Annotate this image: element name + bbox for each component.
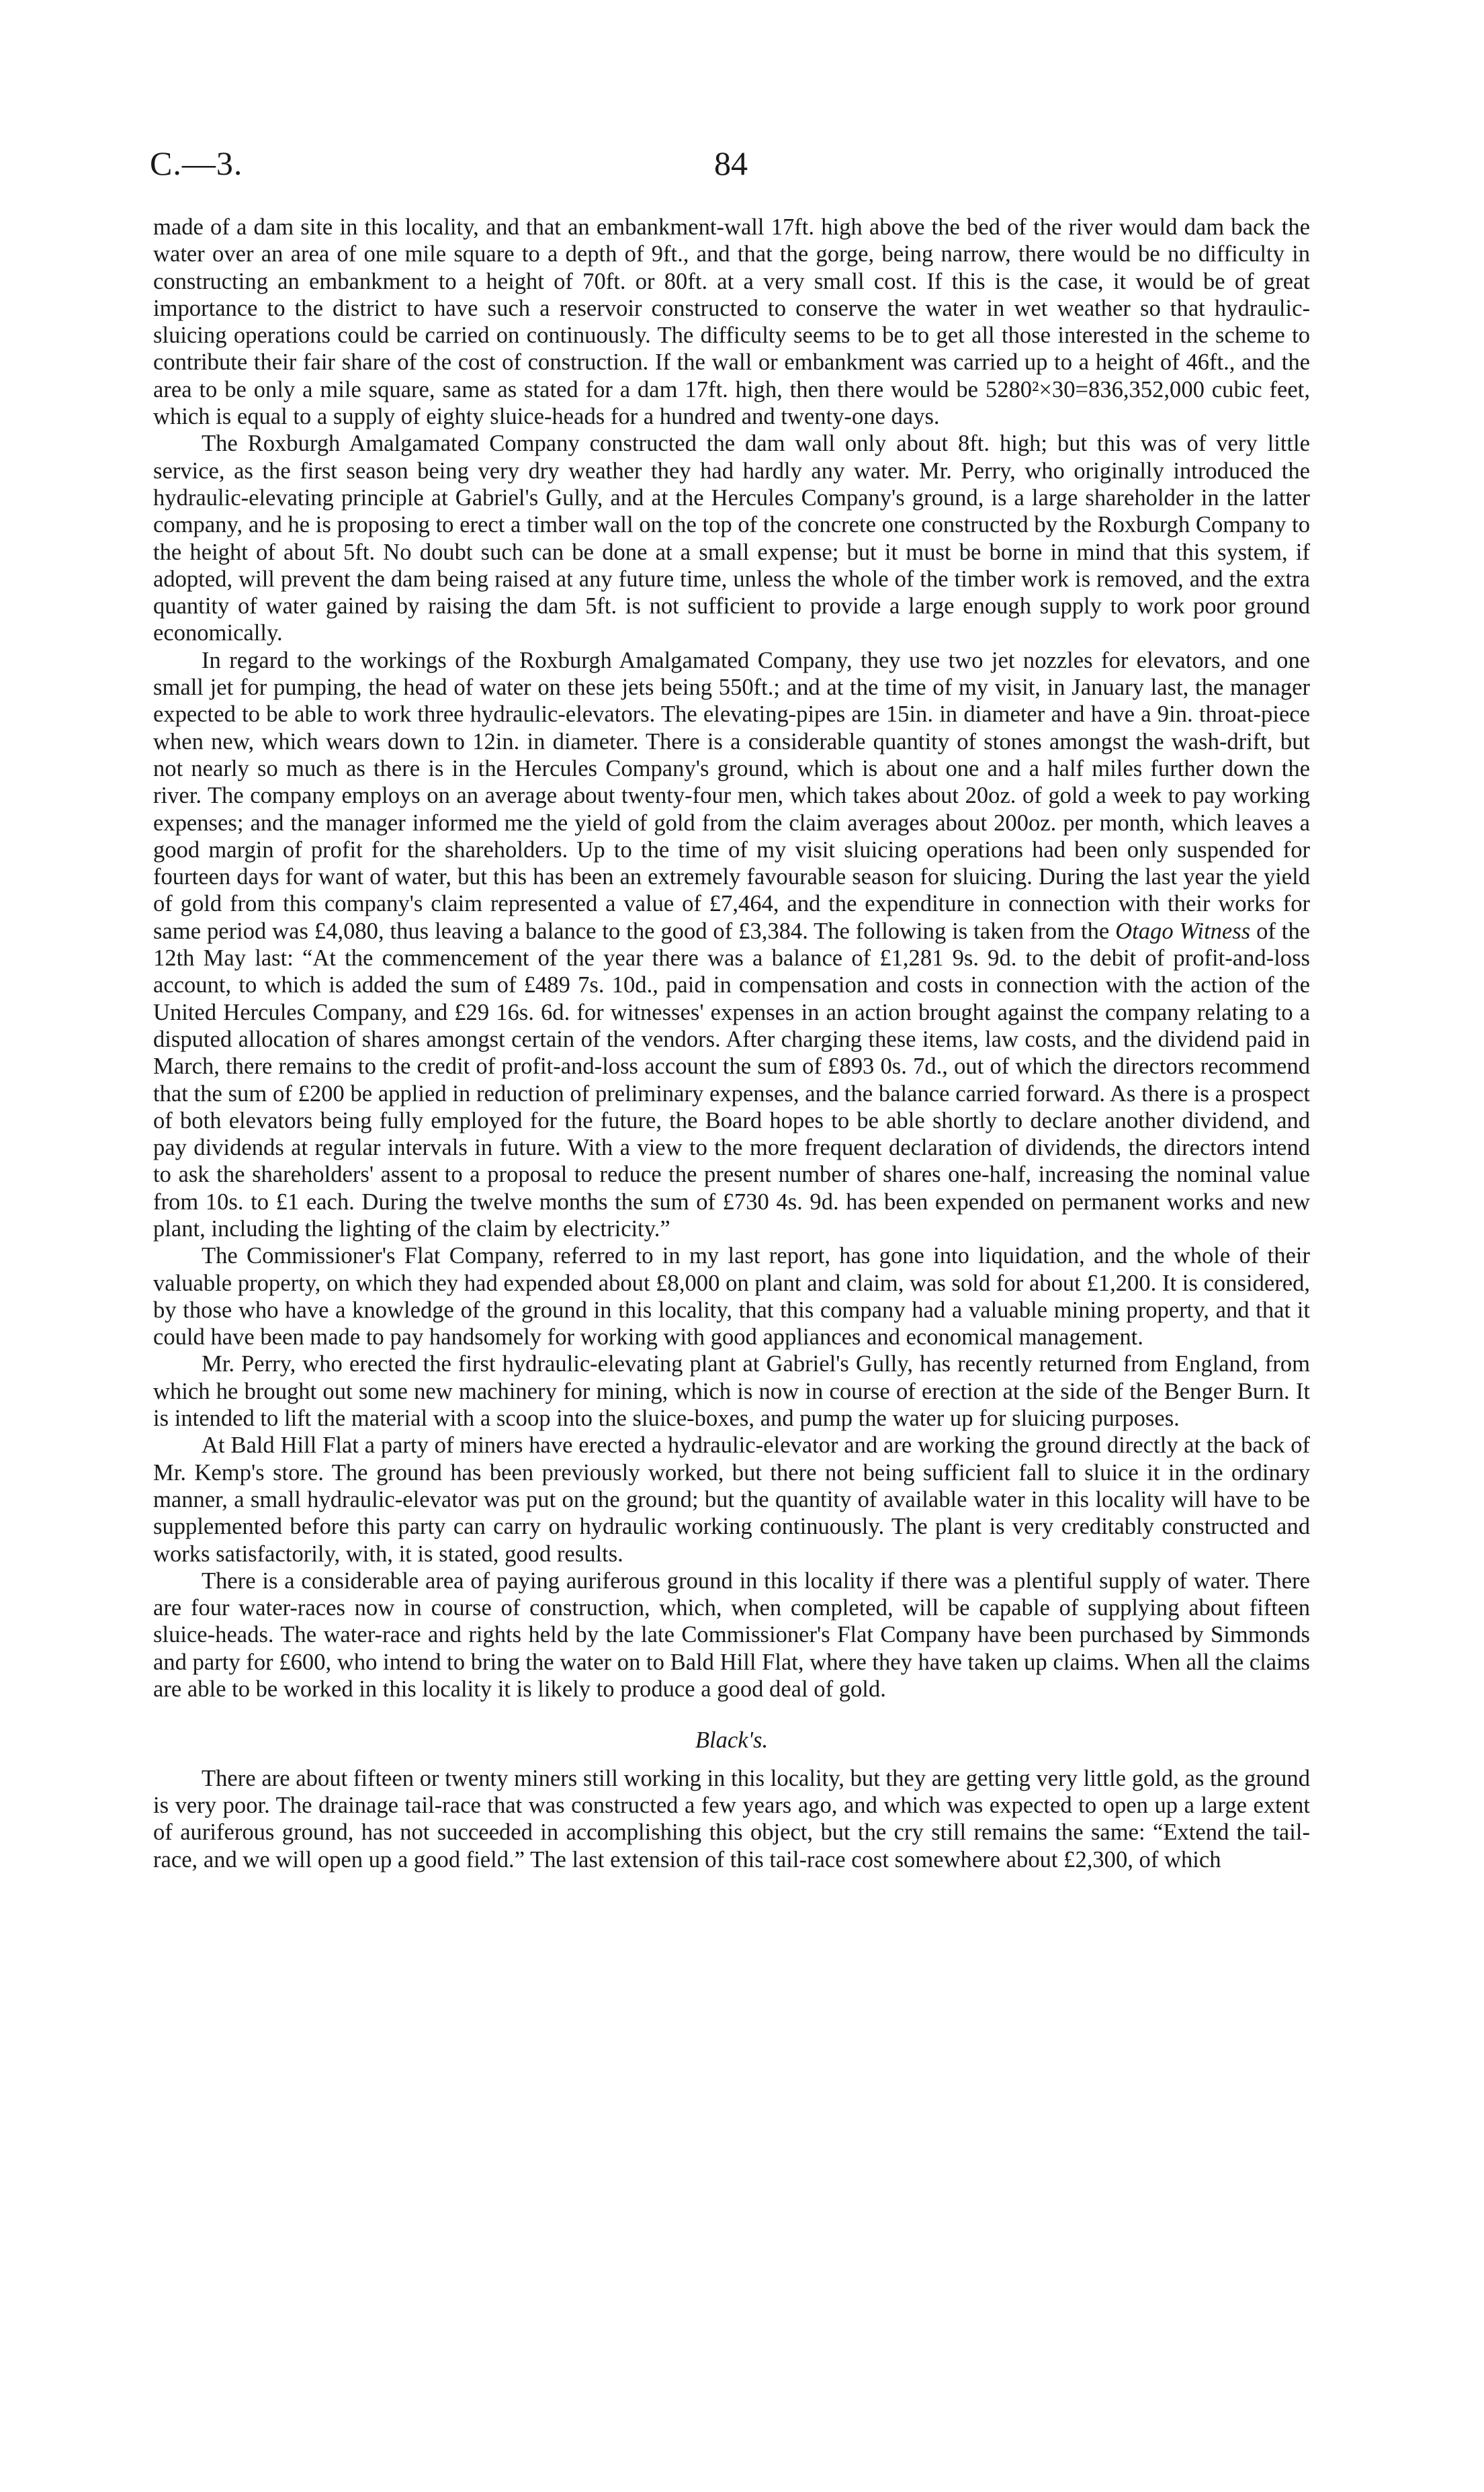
paragraph-dam-site: made of a dam site in this locality, and that an embankment-wall 17ft. high above the bed of the river would dam back the water over an area of one mile square to a depth of 9ft., and that the gorge, being narrow, there would be no difficulty in constructing an embankment to a height of 70ft. or 80ft. at a very small cost. If this is the case, it would be of great importance to the district to have such a reservoir constructed to conserve the water in wet weather so that hydraulic-sluicing operations could be carried on continuously. The difficulty seems to be to get all those interested in the scheme to contribute their fair share of the cost of construction. If the wall or embankment was carried up to a height of 46ft., and the area to be only a mile square, same as stated for a dam 17ft. high, then there would be 5280²×30=836,352,000 cubic feet, which is equal to a supply of eighty sluice-heads for a hundred and twenty-one days. bbox=[153, 214, 1310, 430]
paragraph-roxburgh-dam: The Roxburgh Amalgamated Company constructed the dam wall only about 8ft. high; but this was of very little service, as the first season being very dry weather they had hardly any water. Mr. Perry, who originally introduced the hydraulic-elevating principle at Gabriel's Gully, and at the Hercules Company's ground, is a large shareholder in the latter company, and he is proposing to erect a timber wall on the top of the concrete one constructed by the Roxburgh Company to the height of about 5ft. No doubt such can be done at a small expense; but it must be borne in mind that this system, if adopted, will prevent the dam being raised at any future time, unless the whole of the timber work is removed, and the extra quantity of water gained by raising the dam 5ft. is not sufficient to provide a large enough supply to work poor ground economically. bbox=[153, 431, 1310, 646]
paragraph-text: In regard to the workings of the Roxburgh Amalgamated Company, they use two jet nozzles for elevators, and one small jet for pumping, the head of water on these jets being 550ft.; and at the time of my visit, in January last, the manager expected to be able to work three hydraulic-elevators. The elevating-pipes are 15in. in diameter and have a 9in. throat-piece when new, which wears down to 12in. in diameter. There is a considerable quantity of stones amongst the wash-drift, but not nearly so much as there is in the Hercules Company's ground, which is about one and a half miles further down the river. The company employs on an average about twenty-four men, which takes about 20oz. of gold a week to pay working expenses; and the manager informed me the yield of gold from the claim averages about 200oz. per month, which leaves a good margin of profit for the shareholders. Up to the time of my visit sluicing operations had been only suspended for fourteen days for want of water, but this has been an extremely favourable season for sluicing. During the last year the yield of gold from this company's claim represented a value of £7,464, and the expenditure in connection with their works for same period was £4,080, thus leaving a balance to the good of £3,384. The following is taken from the bbox=[153, 647, 1310, 944]
paragraph-text: of the 12th May last: “At the commencement of the year there was a balance of £1,281 9s. 9d. to the debit of profit-and-loss account, to which is added the sum of £489 7s. 10d., paid in compensation and costs in connection with the action of the United Hercules Company, and £29 16s. 6d. for witnesses' expenses in an action brought against the company relating to a disputed allocation of shares amongst certain of the vendors. After charging these items, law costs, and the dividend paid in March, there remains to the credit of profit-and-loss account the sum of £893 0s. 7d., out of which the directors recommend that the sum of £200 be applied in reduction of preliminary expenses, and the balance carried forward. As there is a prospect of both elevators being fully employed for the future, the Board hopes to be able shortly to declare another dividend, and pay dividends at regular intervals in future. With a view to the more frequent declaration of dividends, the directors intend to ask the shareholders' assent to a proposal to reduce the present number of shares one-half, increasing the nominal value from 10s. to £1 each. During the twelve months the sum of £730 4s. 9d. has been expended on permanent works and new plant, including the lighting of the claim by electricity.” bbox=[153, 918, 1311, 1242]
body-text bbox=[153, 214, 1310, 1873]
section-heading: Black's. bbox=[695, 1727, 769, 1754]
paragraph-commissioners-flat: The Commissioner's Flat Company, referred to in my last report, has gone into liquidation, and the whole of their valuable property, on which they had expended about £8,000 on plant and claim, was sold for about £1,200. It is considered, by those who have a knowledge of the ground in this locality, that this company had a valuable mining property, and that it could have been made to pay handsomely for working with good appliances and economical management. bbox=[153, 1243, 1310, 1350]
paragraph-auriferous-ground: There is a considerable area of paying auriferous ground in this locality if there was a plentiful supply of water. There are four water-races now in course of construction, which, when completed, will be capable of supplying about fifteen sluice-heads. The water-race and rights held by the late Commissioner's Flat Company have been purchased by Simmonds and party for £600, who intend to bring the water on to Bald Hill Flat, where they have taken up claims. When all the claims are able to be worked in this locality it is likely to produce a good deal of gold. bbox=[153, 1567, 1310, 1703]
paragraph-mr-perry: Mr. Perry, who erected the first hydraulic-elevating plant at Gabriel's Gully, has recently returned from England, from which he brought out some new machinery for mining, which is now in course of erection at the side of the Benger Burn. It is intended to lift the material with a scoop into the sluice-boxes, and pump the water up for sluicing purposes. bbox=[153, 1351, 1310, 1432]
page-header bbox=[150, 144, 1336, 191]
page-number: 84 bbox=[714, 144, 748, 182]
paragraph-roxburgh-workings bbox=[153, 647, 1310, 1243]
report-reference: C.—3. bbox=[150, 144, 243, 182]
newspaper-title: Otago Witness bbox=[1115, 918, 1251, 944]
paragraph-blacks: There are about fifteen or twenty miners still working in this locality, but they are getting very little gold, as the ground is very poor. The drainage tail-race that was constructed a few years ago, and which was expected to open up a large extent of auriferous ground, has not succeeded in accomplishing this object, but the cry still remains the same: “Extend the tail-race, and we will open up a good field.” The last extension of this tail-race cost somewhere about £2,300, of which bbox=[153, 1765, 1310, 1873]
paragraph-bald-hill-flat: At Bald Hill Flat a party of miners have erected a hydraulic-elevator and are working the ground directly at the back of Mr. Kemp's store. The ground has been previously worked, but there not being sufficient fall to sluice it in the ordinary manner, a small hydraulic-elevator was put on the ground; but the quantity of available water in this locality will have to be supplemented before this party can carry on hydraulic working continuously. The plant is very creditably constructed and works satisfactorily, with, it is stated, good results. bbox=[153, 1432, 1310, 1567]
